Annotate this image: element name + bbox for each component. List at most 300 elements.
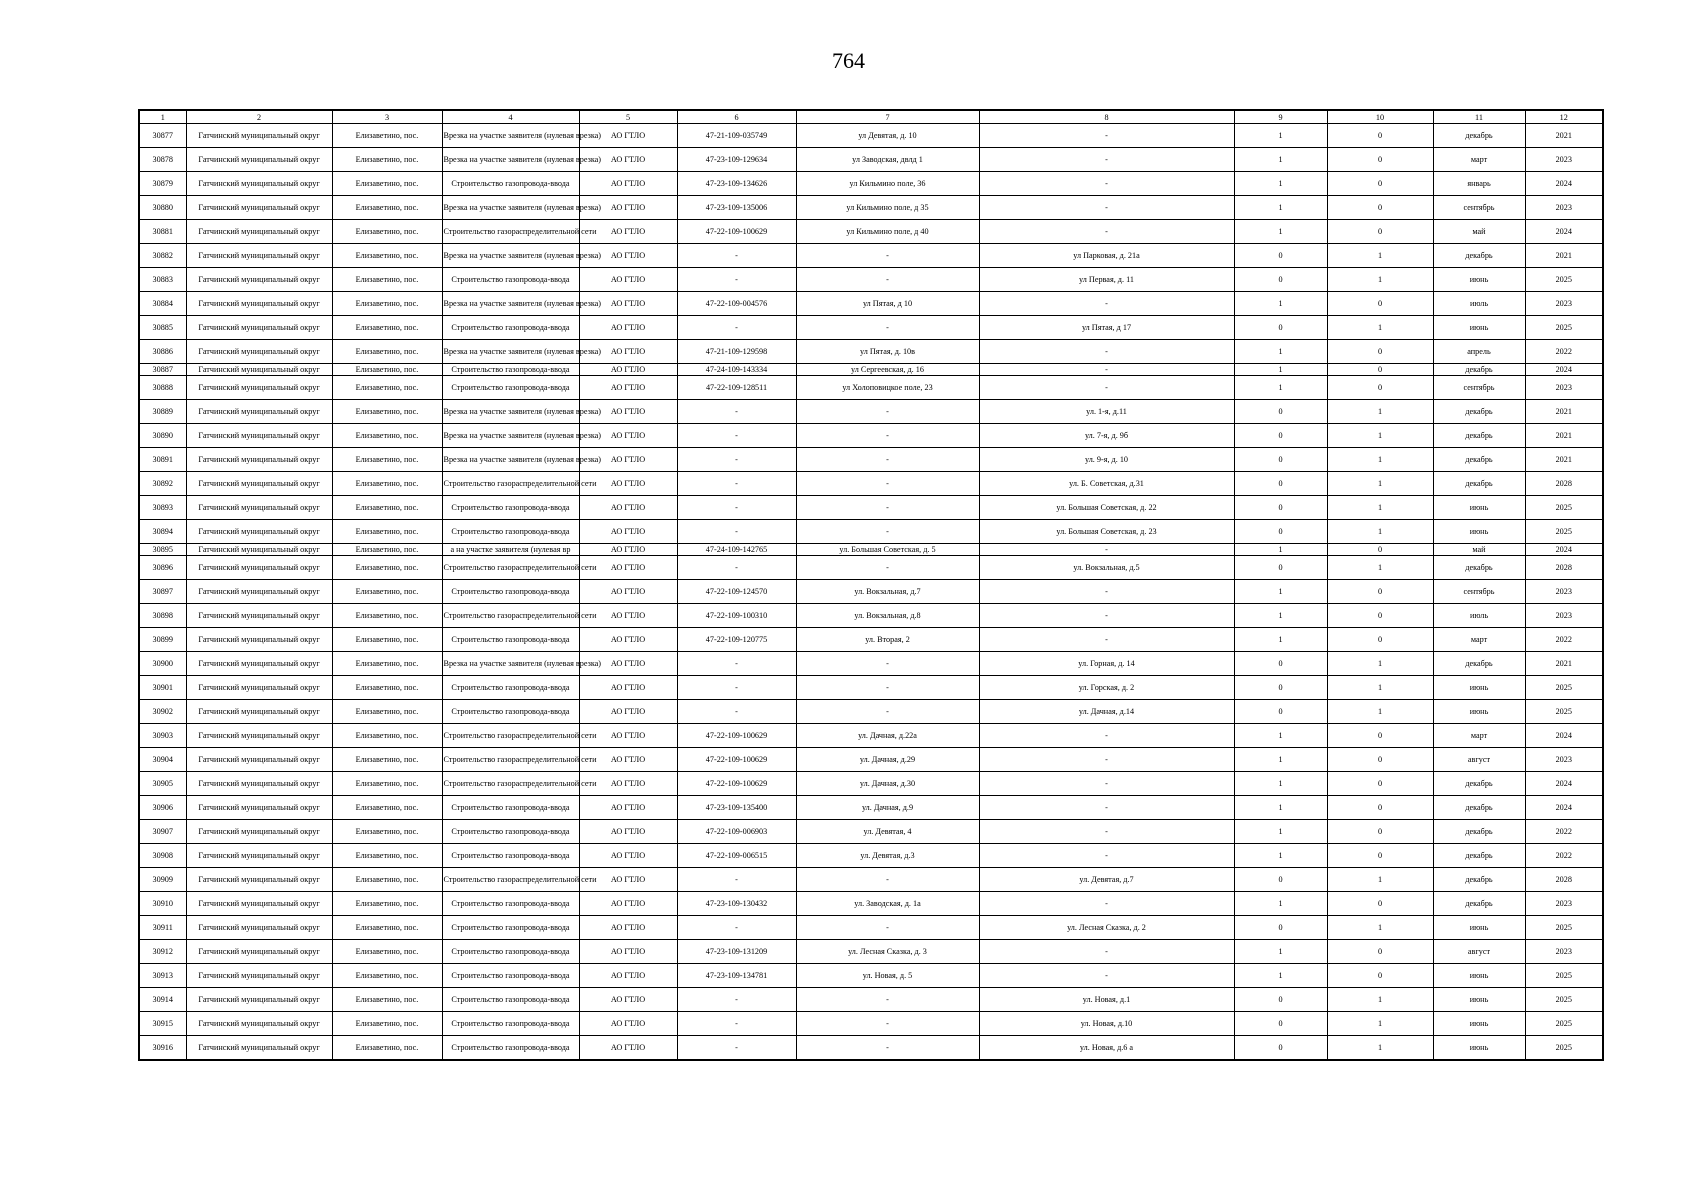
table-cell: АО ГТЛО: [579, 916, 677, 940]
table-cell: декабрь: [1433, 868, 1525, 892]
table-cell: -: [677, 1012, 796, 1036]
table-cell: Строительство газораспределительной сети: [442, 724, 579, 748]
table-cell: 1: [1234, 172, 1327, 196]
table-cell: июнь: [1433, 676, 1525, 700]
table-cell: июнь: [1433, 964, 1525, 988]
table-cell: 1: [1234, 604, 1327, 628]
table-cell: 47-22-109-100310: [677, 604, 796, 628]
table-cell: ул. Вокзальная, д.7: [796, 580, 979, 604]
table-cell: 2023: [1525, 580, 1603, 604]
table-cell: Врезка на участке заявителя (нулевая врезка): [442, 244, 579, 268]
table-cell: ул. Новая, д. 5: [796, 964, 979, 988]
table-cell: декабрь: [1433, 892, 1525, 916]
table-cell: АО ГТЛО: [579, 892, 677, 916]
table-cell: Елизаветино, пос.: [332, 316, 442, 340]
table-cell: ул Кильмино поле, д 40: [796, 220, 979, 244]
table-cell: декабрь: [1433, 124, 1525, 148]
table-cell: 2021: [1525, 400, 1603, 424]
table-cell: Елизаветино, пос.: [332, 148, 442, 172]
table-cell: 1: [1327, 496, 1433, 520]
table-cell: 30880: [139, 196, 186, 220]
table-cell: Гатчинский муниципальный округ: [186, 496, 332, 520]
table-cell: 30898: [139, 604, 186, 628]
table-cell: -: [979, 364, 1234, 376]
table-cell: 2025: [1525, 496, 1603, 520]
table-row: [139, 364, 1603, 376]
table-cell: Гатчинский муниципальный округ: [186, 244, 332, 268]
table-cell: 0: [1327, 820, 1433, 844]
table-cell: Елизаветино, пос.: [332, 724, 442, 748]
table-cell: Строительство газопровода-ввода: [442, 268, 579, 292]
table-cell: ул. Новая, д.1: [979, 988, 1234, 1012]
table-cell: Елизаветино, пос.: [332, 400, 442, 424]
table-cell: АО ГТЛО: [579, 1036, 677, 1061]
table-cell: июнь: [1433, 496, 1525, 520]
table-cell: Врезка на участке заявителя (нулевая врезка): [442, 292, 579, 316]
table-cell: АО ГТЛО: [579, 1012, 677, 1036]
table-cell: 2022: [1525, 820, 1603, 844]
table-cell: март: [1433, 628, 1525, 652]
table-cell: 30910: [139, 892, 186, 916]
table-cell: ул. Новая, д.6 а: [979, 1036, 1234, 1061]
table-cell: июнь: [1433, 316, 1525, 340]
table-cell: Строительство газопровода-ввода: [442, 316, 579, 340]
table-cell: Гатчинский муниципальный округ: [186, 520, 332, 544]
table-cell: Елизаветино, пос.: [332, 448, 442, 472]
table-row: [139, 448, 1603, 472]
table-cell: АО ГТЛО: [579, 724, 677, 748]
table-cell: Врезка на участке заявителя (нулевая врезка): [442, 652, 579, 676]
table-cell: -: [796, 316, 979, 340]
table-cell: Гатчинский муниципальный округ: [186, 700, 332, 724]
table-cell: -: [979, 748, 1234, 772]
table-cell: 2023: [1525, 892, 1603, 916]
table-cell: АО ГТЛО: [579, 472, 677, 496]
table-cell: Елизаветино, пос.: [332, 844, 442, 868]
table-cell: Елизаветино, пос.: [332, 520, 442, 544]
table-cell: -: [979, 964, 1234, 988]
table-cell: Гатчинский муниципальный округ: [186, 148, 332, 172]
table-cell: Строительство газопровода-ввода: [442, 916, 579, 940]
table-cell: -: [796, 988, 979, 1012]
table-cell: Елизаветино, пос.: [332, 1012, 442, 1036]
table-cell: 0: [1234, 400, 1327, 424]
table-cell: -: [979, 196, 1234, 220]
table-cell: АО ГТЛО: [579, 148, 677, 172]
table-cell: 0: [1234, 520, 1327, 544]
table-cell: 2025: [1525, 676, 1603, 700]
table-cell: Елизаветино, пос.: [332, 424, 442, 448]
table-cell: 0: [1234, 424, 1327, 448]
table-cell: 2022: [1525, 628, 1603, 652]
table-cell: 47-23-109-130432: [677, 892, 796, 916]
table-cell: 47-22-109-120775: [677, 628, 796, 652]
table-cell: -: [796, 400, 979, 424]
table-cell: 30906: [139, 796, 186, 820]
table-cell: 1: [1234, 892, 1327, 916]
table-cell: 0: [1234, 1036, 1327, 1061]
column-header: 2: [186, 110, 332, 124]
table-cell: ул. Горная, д. 14: [979, 652, 1234, 676]
table-row: [139, 964, 1603, 988]
table-cell: 0: [1234, 496, 1327, 520]
table-cell: Елизаветино, пос.: [332, 676, 442, 700]
table-cell: Строительство газопровода-ввода: [442, 628, 579, 652]
table-cell: 1: [1234, 724, 1327, 748]
table-cell: Строительство газопровода-ввода: [442, 892, 579, 916]
table-cell: 0: [1327, 772, 1433, 796]
table-cell: 1: [1327, 520, 1433, 544]
table-cell: АО ГТЛО: [579, 988, 677, 1012]
table-cell: ул Холоповицкое поле, 23: [796, 376, 979, 400]
table-cell: 1: [1327, 268, 1433, 292]
table-cell: 0: [1327, 124, 1433, 148]
table-cell: -: [677, 448, 796, 472]
table-cell: Елизаветино, пос.: [332, 796, 442, 820]
table-cell: Гатчинский муниципальный округ: [186, 820, 332, 844]
column-header: 12: [1525, 110, 1603, 124]
table-cell: 30914: [139, 988, 186, 1012]
table-cell: -: [677, 556, 796, 580]
table-cell: Строительство газопровода-ввода: [442, 496, 579, 520]
table-cell: 1: [1327, 988, 1433, 1012]
table-cell: -: [677, 520, 796, 544]
table-cell: 2025: [1525, 700, 1603, 724]
table-cell: 30915: [139, 1012, 186, 1036]
table-cell: ул Сергеевская, д. 16: [796, 364, 979, 376]
table-cell: ул Пятая, д 17: [979, 316, 1234, 340]
table-cell: Гатчинский муниципальный округ: [186, 628, 332, 652]
table-cell: -: [796, 244, 979, 268]
column-header: 9: [1234, 110, 1327, 124]
table-cell: 0: [1234, 676, 1327, 700]
table-cell: 1: [1327, 652, 1433, 676]
table-cell: ул. Дачная, д.14: [979, 700, 1234, 724]
table-cell: -: [979, 772, 1234, 796]
table-cell: 0: [1234, 652, 1327, 676]
table-cell: Гатчинский муниципальный округ: [186, 748, 332, 772]
table-cell: -: [796, 868, 979, 892]
table-cell: 0: [1234, 988, 1327, 1012]
column-header: 3: [332, 110, 442, 124]
table-cell: -: [979, 172, 1234, 196]
table-row: [139, 124, 1603, 148]
table-cell: 0: [1327, 964, 1433, 988]
table-cell: август: [1433, 940, 1525, 964]
table-cell: Врезка на участке заявителя (нулевая врезка): [442, 424, 579, 448]
table-cell: -: [979, 376, 1234, 400]
table-cell: декабрь: [1433, 400, 1525, 424]
table-row: [139, 748, 1603, 772]
table-cell: 0: [1327, 376, 1433, 400]
table-cell: ул. Девятая, д.7: [979, 868, 1234, 892]
table-cell: 2023: [1525, 604, 1603, 628]
table-cell: 2028: [1525, 556, 1603, 580]
table-cell: ул. Дачная, д.30: [796, 772, 979, 796]
table-cell: 1: [1234, 580, 1327, 604]
table-cell: 1: [1234, 844, 1327, 868]
table-cell: 1: [1327, 1012, 1433, 1036]
table-cell: 1: [1234, 964, 1327, 988]
table-cell: -: [979, 148, 1234, 172]
table-cell: 1: [1327, 1036, 1433, 1061]
table-cell: Елизаветино, пос.: [332, 868, 442, 892]
table-cell: 2025: [1525, 916, 1603, 940]
table-cell: Гатчинский муниципальный округ: [186, 340, 332, 364]
table-cell: ул. Большая Советская, д. 5: [796, 544, 979, 556]
table-cell: 30900: [139, 652, 186, 676]
table-cell: 1: [1327, 700, 1433, 724]
table-cell: 30909: [139, 868, 186, 892]
table-cell: -: [979, 604, 1234, 628]
table-cell: Строительство газопровода-ввода: [442, 376, 579, 400]
table-cell: 2023: [1525, 940, 1603, 964]
table-cell: 47-23-109-134626: [677, 172, 796, 196]
table-cell: июль: [1433, 292, 1525, 316]
table-cell: декабрь: [1433, 424, 1525, 448]
table-cell: 2025: [1525, 520, 1603, 544]
table-cell: Гатчинский муниципальный округ: [186, 1036, 332, 1061]
table-cell: Гатчинский муниципальный округ: [186, 844, 332, 868]
table-cell: 47-23-109-134781: [677, 964, 796, 988]
table-cell: Гатчинский муниципальный округ: [186, 316, 332, 340]
table-cell: ул. Заводская, д. 1а: [796, 892, 979, 916]
table-cell: июнь: [1433, 988, 1525, 1012]
table-cell: 0: [1234, 448, 1327, 472]
table-cell: ул. Девятая, 4: [796, 820, 979, 844]
table-cell: 47-22-109-100629: [677, 772, 796, 796]
table-row: [139, 148, 1603, 172]
table-cell: 30895: [139, 544, 186, 556]
table-cell: 47-23-109-131209: [677, 940, 796, 964]
table-cell: АО ГТЛО: [579, 844, 677, 868]
table-cell: 0: [1234, 556, 1327, 580]
table-cell: АО ГТЛО: [579, 244, 677, 268]
table-cell: Гатчинский муниципальный округ: [186, 796, 332, 820]
table-cell: 1: [1327, 400, 1433, 424]
table-cell: 0: [1327, 580, 1433, 604]
table-cell: 30885: [139, 316, 186, 340]
table-cell: Елизаветино, пос.: [332, 496, 442, 520]
table-cell: -: [979, 340, 1234, 364]
table-row: [139, 556, 1603, 580]
table-cell: 1: [1234, 220, 1327, 244]
table-cell: 47-23-109-129634: [677, 148, 796, 172]
table-cell: 47-24-109-143334: [677, 364, 796, 376]
table-cell: АО ГТЛО: [579, 652, 677, 676]
table-cell: июнь: [1433, 1036, 1525, 1061]
table-cell: -: [677, 472, 796, 496]
table-cell: -: [979, 220, 1234, 244]
table-cell: 30907: [139, 820, 186, 844]
table-cell: Гатчинский муниципальный округ: [186, 772, 332, 796]
table-cell: июнь: [1433, 1012, 1525, 1036]
table-cell: -: [677, 700, 796, 724]
table-cell: Гатчинский муниципальный округ: [186, 172, 332, 196]
table-cell: Строительство газораспределительной сети: [442, 868, 579, 892]
column-header: 1: [139, 110, 186, 124]
table-cell: 47-22-109-006903: [677, 820, 796, 844]
table-cell: -: [979, 820, 1234, 844]
table-cell: АО ГТЛО: [579, 196, 677, 220]
table-cell: декабрь: [1433, 772, 1525, 796]
table-cell: -: [677, 676, 796, 700]
table-cell: 1: [1234, 148, 1327, 172]
table-cell: -: [677, 316, 796, 340]
table-cell: ул. 7-я, д. 9б: [979, 424, 1234, 448]
table-cell: Строительство газопровода-ввода: [442, 1012, 579, 1036]
table-cell: 30912: [139, 940, 186, 964]
table-row: [139, 988, 1603, 1012]
table-cell: Гатчинский муниципальный округ: [186, 580, 332, 604]
table-cell: АО ГТЛО: [579, 868, 677, 892]
table-cell: 47-22-109-006515: [677, 844, 796, 868]
table-cell: АО ГТЛО: [579, 124, 677, 148]
table-cell: Гатчинский муниципальный округ: [186, 940, 332, 964]
table-cell: Елизаветино, пос.: [332, 268, 442, 292]
table-row: [139, 724, 1603, 748]
table-cell: -: [796, 676, 979, 700]
table-cell: 2024: [1525, 544, 1603, 556]
table-cell: 30892: [139, 472, 186, 496]
table-cell: -: [796, 1012, 979, 1036]
table-cell: Гатчинский муниципальный округ: [186, 964, 332, 988]
table-cell: 2024: [1525, 796, 1603, 820]
table-cell: Елизаветино, пос.: [332, 964, 442, 988]
table-cell: 0: [1327, 796, 1433, 820]
table-cell: 1: [1327, 424, 1433, 448]
table-cell: ул. Большая Советская, д. 22: [979, 496, 1234, 520]
table-cell: ул. Дачная, д.22а: [796, 724, 979, 748]
table-cell: 2022: [1525, 340, 1603, 364]
table-cell: Гатчинский муниципальный округ: [186, 988, 332, 1012]
table-cell: Строительство газораспределительной сети: [442, 772, 579, 796]
table-cell: Елизаветино, пос.: [332, 364, 442, 376]
table-cell: 30877: [139, 124, 186, 148]
table-cell: Строительство газопровода-ввода: [442, 796, 579, 820]
table-row: [139, 916, 1603, 940]
table-cell: Гатчинский муниципальный округ: [186, 400, 332, 424]
table-cell: -: [979, 796, 1234, 820]
table-cell: 30916: [139, 1036, 186, 1061]
table-cell: 30887: [139, 364, 186, 376]
table-cell: АО ГТЛО: [579, 292, 677, 316]
table-cell: -: [796, 472, 979, 496]
table-cell: 0: [1327, 340, 1433, 364]
table-cell: Строительство газопровода-ввода: [442, 364, 579, 376]
table-cell: 0: [1234, 472, 1327, 496]
table-cell: Строительство газопровода-ввода: [442, 580, 579, 604]
table-cell: 0: [1327, 940, 1433, 964]
table-cell: декабрь: [1433, 820, 1525, 844]
table-cell: 47-23-109-135400: [677, 796, 796, 820]
table-cell: сентябрь: [1433, 376, 1525, 400]
table-cell: 1: [1234, 772, 1327, 796]
table-cell: 2021: [1525, 424, 1603, 448]
table-cell: ул. Вокзальная, д.8: [796, 604, 979, 628]
table-row: [139, 340, 1603, 364]
table-cell: ул Пятая, д. 10в: [796, 340, 979, 364]
table-cell: -: [796, 520, 979, 544]
table-cell: Елизаветино, пос.: [332, 124, 442, 148]
table-cell: Гатчинский муниципальный округ: [186, 652, 332, 676]
table-cell: АО ГТЛО: [579, 556, 677, 580]
table-row: [139, 244, 1603, 268]
table-cell: 47-22-109-124570: [677, 580, 796, 604]
table-cell: Строительство газопровода-ввода: [442, 988, 579, 1012]
table-cell: 47-23-109-135006: [677, 196, 796, 220]
table-cell: 0: [1234, 1012, 1327, 1036]
table-row: [139, 940, 1603, 964]
table-cell: ул. Большая Советская, д. 23: [979, 520, 1234, 544]
table-cell: декабрь: [1433, 556, 1525, 580]
table-cell: 47-22-109-128511: [677, 376, 796, 400]
table-cell: 2021: [1525, 448, 1603, 472]
table-cell: Гатчинский муниципальный округ: [186, 376, 332, 400]
table-cell: -: [796, 268, 979, 292]
column-header: 11: [1433, 110, 1525, 124]
table-cell: Гатчинский муниципальный округ: [186, 676, 332, 700]
table-cell: Гатчинский муниципальный округ: [186, 544, 332, 556]
table-cell: -: [677, 268, 796, 292]
table-cell: 2021: [1525, 244, 1603, 268]
table-cell: май: [1433, 220, 1525, 244]
table-cell: Строительство газопровода-ввода: [442, 172, 579, 196]
table-cell: 0: [1234, 268, 1327, 292]
table-cell: Елизаветино, пос.: [332, 604, 442, 628]
table-cell: декабрь: [1433, 244, 1525, 268]
table-cell: ул. Вокзальная, д.5: [979, 556, 1234, 580]
table-cell: 1: [1327, 472, 1433, 496]
table-cell: Строительство газораспределительной сети: [442, 556, 579, 580]
table-cell: -: [677, 244, 796, 268]
table-cell: 30894: [139, 520, 186, 544]
table-cell: 0: [1327, 892, 1433, 916]
table-cell: -: [796, 916, 979, 940]
table-cell: декабрь: [1433, 472, 1525, 496]
table-cell: 2028: [1525, 868, 1603, 892]
table-cell: 47-22-109-100629: [677, 748, 796, 772]
table-cell: 30896: [139, 556, 186, 580]
table-cell: Гатчинский муниципальный округ: [186, 916, 332, 940]
table-cell: Гатчинский муниципальный округ: [186, 892, 332, 916]
table-cell: -: [796, 496, 979, 520]
table-cell: Гатчинский муниципальный округ: [186, 472, 332, 496]
table-cell: Строительство газораспределительной сети: [442, 604, 579, 628]
column-header: 10: [1327, 110, 1433, 124]
table-cell: апрель: [1433, 340, 1525, 364]
table-row: [139, 496, 1603, 520]
table-cell: а на участке заявителя (нулевая вр: [442, 544, 579, 556]
table-cell: 0: [1234, 244, 1327, 268]
table-cell: -: [979, 544, 1234, 556]
table-cell: 1: [1327, 916, 1433, 940]
table-cell: 30911: [139, 916, 186, 940]
table-cell: ул. Вторая, 2: [796, 628, 979, 652]
table-cell: -: [677, 652, 796, 676]
table-cell: 2024: [1525, 364, 1603, 376]
table-cell: ул. Дачная, д.9: [796, 796, 979, 820]
table-cell: Елизаветино, пос.: [332, 340, 442, 364]
table-cell: 1: [1234, 196, 1327, 220]
table-cell: декабрь: [1433, 844, 1525, 868]
table-cell: ул Кильмино поле, д 35: [796, 196, 979, 220]
table-cell: ул. Лесная Сказка, д. 2: [979, 916, 1234, 940]
table-cell: АО ГТЛО: [579, 772, 677, 796]
table-cell: 30904: [139, 748, 186, 772]
table-cell: 30901: [139, 676, 186, 700]
table-cell: 1: [1234, 820, 1327, 844]
